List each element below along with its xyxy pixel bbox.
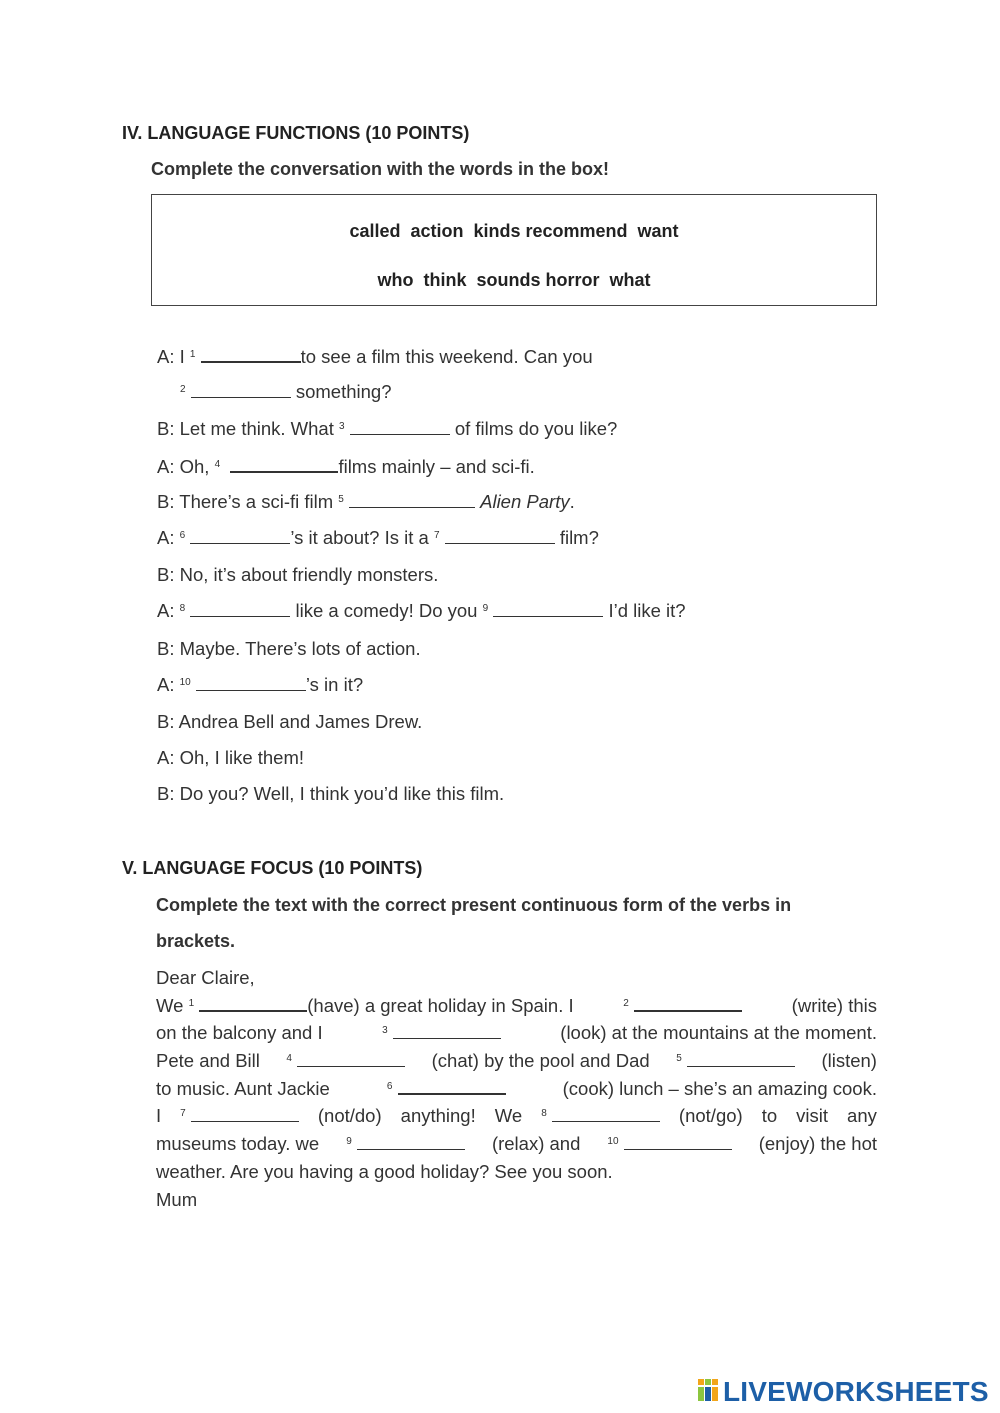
blank-2[interactable] [191, 381, 291, 398]
section-5-instruction-line-2: brackets. [156, 931, 236, 951]
dialogue-line-4: A: Oh, $^4$ films mainly – and sci-fi. [157, 456, 535, 477]
letter-greeting: Dear Claire, [156, 967, 255, 988]
blank-8[interactable] [190, 600, 290, 617]
dialogue-line-8: A: $^8$ like a comedy! Do you $^9$ I’d like it? [157, 600, 686, 621]
liveworksheets-logo-text: LIVEWORKSHEETS [723, 1376, 989, 1407]
blank-5[interactable] [349, 491, 475, 508]
letter [156, 964, 877, 1213]
dialogue-line-3: B: Let me think. What $^3$ of films do you like? [157, 418, 618, 439]
blank-1[interactable] [201, 345, 301, 363]
letter-line-4: to music. Aunt Jackie $^6$ (cook) lunch – she’s an amazing cook. [156, 1077, 877, 1099]
liveworksheets-logo-icon [698, 1379, 720, 1403]
blank-6[interactable] [190, 527, 290, 544]
verb-blank-3[interactable] [393, 1022, 501, 1039]
blank-3[interactable] [350, 418, 450, 435]
verb-blank-8[interactable] [552, 1105, 660, 1122]
dialogue-line-13: B: Do you? Well, I think you’d like this film. [157, 783, 505, 804]
dialogue-line-11: B: Andrea Bell and James Drew. [157, 711, 423, 732]
verb-blank-6[interactable] [398, 1077, 506, 1095]
dialogue-line-9: B: Maybe. There’s lots of action. [157, 638, 421, 659]
letter-line-3: Pete and Bill $^4$ (chat) by the pool and Dad $^5$ (listen) [156, 1050, 877, 1072]
blank-4[interactable] [230, 455, 338, 473]
verb-blank-2[interactable] [634, 994, 742, 1012]
section-5-instruction-line-1: Complete the text with the correct present continuous form of the verbs in [156, 895, 792, 915]
blank-10[interactable] [196, 674, 306, 691]
letter-signoff: Mum [156, 1188, 198, 1210]
blank-7[interactable] [445, 527, 555, 544]
letter-line-6: museums today. we $^9$ (relax) and $^{10}$ (enjoy) the hot [156, 1133, 877, 1155]
section-4-heading: IV. LANGUAGE FUNCTIONS (10 POINTS) [122, 123, 470, 143]
dialogue-line-6: A: $^6$ ’s it about? Is it a $^7$ film? [157, 527, 599, 548]
letter-line-5: I $^7$ (not/do) anything! We $^8$ (not/go) to visit any [156, 1105, 877, 1127]
letter-line-7: weather. Are you having a good holiday? See you soon. [156, 1160, 613, 1182]
blank-9[interactable] [493, 600, 603, 617]
verb-blank-4[interactable] [297, 1050, 405, 1067]
verb-blank-7[interactable] [191, 1105, 299, 1122]
letter-line-2: on the balcony and I $^3$ (look) at the mountains at the moment. [156, 1022, 877, 1044]
dialogue-line-12: A: Oh, I like them! [157, 747, 305, 768]
word-box [151, 194, 877, 306]
verb-blank-1[interactable] [199, 994, 307, 1012]
dialogue-line-1: A: I $^1$ to see a film this weekend. Can you [157, 346, 593, 367]
dialogue-line-7: B: No, it’s about friendly monsters. [157, 564, 439, 585]
word-box-row-1: called action kinds recommend want [349, 221, 679, 241]
section-4-instruction: Complete the conversation with the words in the box! [151, 159, 610, 179]
dialogue-line-2: $^2$ something? [180, 381, 392, 402]
section-5-heading: V. LANGUAGE FOCUS (10 POINTS) [122, 858, 423, 878]
letter-line-1: We $^1$ (have) a great holiday in Spain. I $^2$ (write) this [156, 994, 877, 1016]
dialogue-line-10: A: $^{10}$ ’s in it? [157, 674, 364, 695]
dialogue-line-5: B: There’s a sci-fi film $^5$ Alien Party. [157, 491, 575, 512]
word-box-row-2: who think sounds horror what [377, 270, 651, 290]
verb-blank-9[interactable] [357, 1133, 465, 1150]
verb-blank-5[interactable] [687, 1050, 795, 1067]
verb-blank-10[interactable] [624, 1133, 732, 1150]
